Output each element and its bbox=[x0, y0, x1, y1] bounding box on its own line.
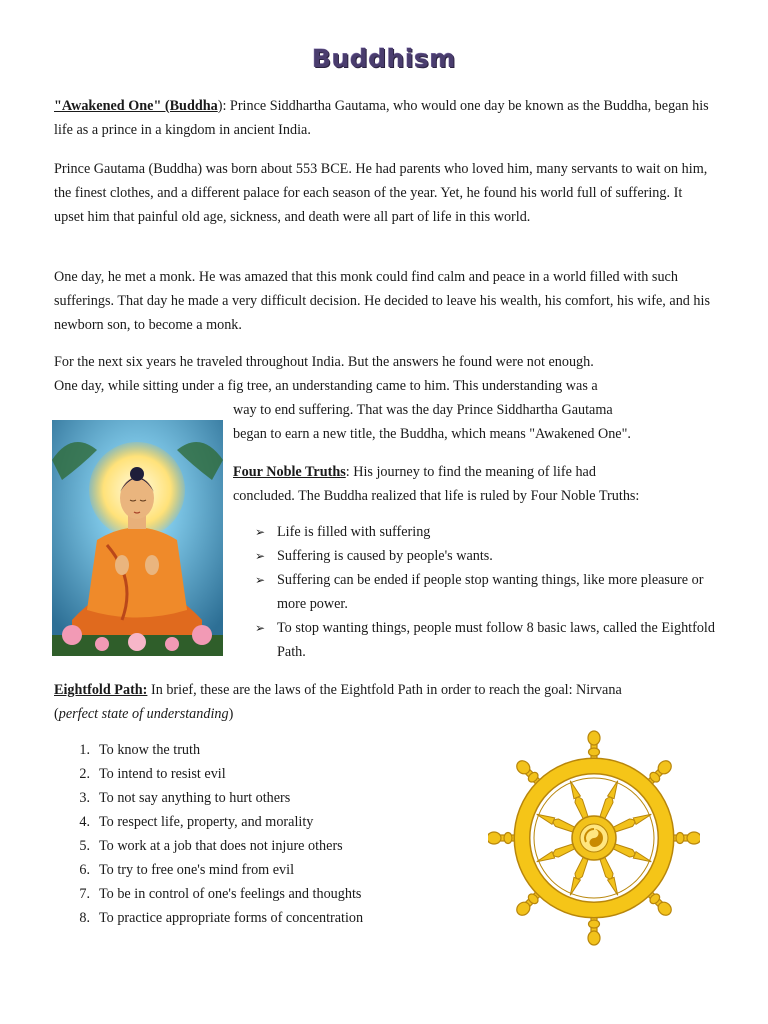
arrow-bullet-icon: ➢ bbox=[255, 573, 266, 587]
enlightenment-line-2: One day, while sitting under a fig tree, an understanding came to him. This understanding was a bbox=[54, 378, 598, 394]
intro-paragraph bbox=[54, 94, 714, 142]
list-item: ➢ To stop wanting things, people must follow 8 basic laws, called the Eightfold Path. bbox=[255, 616, 715, 664]
eightfold-intro-text: In brief, these are the laws of the Eightfold Path in order to reach the goal: Nirvana bbox=[147, 682, 622, 698]
list-item: 1. To know the truth bbox=[79, 742, 201, 758]
list-item: 4. To respect life, property, and morality bbox=[79, 814, 314, 830]
list-item: ➢ Suffering can be ended if people stop wanting things, like more pleasure or more power. bbox=[255, 568, 715, 616]
list-item: 3. To not say anything to hurt others bbox=[79, 790, 291, 806]
list-item: 7. To be in control of one's feelings and thoughts bbox=[79, 886, 362, 902]
intro-heading: "Awakened One" (Buddha bbox=[54, 98, 218, 114]
noble-truths-list bbox=[255, 520, 715, 664]
arrow-bullet-icon: ➢ bbox=[255, 549, 266, 563]
truths-intro-line-2: concluded. The Buddha realized that life is ruled by Four Noble Truths: bbox=[233, 488, 640, 504]
truths-heading: Four Noble Truths bbox=[233, 464, 346, 480]
list-item: 5. To work at a job that does not injure others bbox=[79, 838, 343, 854]
list-item: 8. To practice appropriate forms of concentration bbox=[79, 910, 364, 926]
intro-text: ): Prince Siddhartha Gautama, who would one day be known as the Buddha, began his life as a prince in a kingdom in ancient India. bbox=[54, 98, 709, 138]
page-title: Buddhism bbox=[312, 44, 456, 73]
truths-intro-line-1 bbox=[233, 460, 713, 484]
eightfold-intro: Eightfold Path: In brief, these are the laws of the Eightfold Path in order to reach the goal: Nirvana (perfect state of understanding) bbox=[54, 682, 622, 722]
enlightenment-line-3: way to end suffering. That was the day Prince Siddhartha Gautama bbox=[233, 402, 613, 418]
nirvana-definition: perfect state of understanding bbox=[58, 706, 229, 722]
enlightenment-line-1: For the next six years he traveled throughout India. But the answers he found were not enough. bbox=[54, 354, 594, 370]
eightfold-path-list bbox=[68, 738, 468, 930]
list-item: ➢ Life is filled with suffering bbox=[255, 520, 715, 544]
arrow-bullet-icon: ➢ bbox=[255, 621, 266, 635]
dharma-wheel-icon bbox=[488, 728, 700, 948]
list-item: ➢ Suffering is caused by people's wants. bbox=[255, 544, 715, 568]
truths-intro-text: : His journey to find the meaning of life had bbox=[345, 464, 596, 480]
list-item: 2. To intend to resist evil bbox=[79, 766, 226, 782]
arrow-bullet-icon: ➢ bbox=[255, 525, 266, 539]
eightfold-heading: Eightfold Path: bbox=[54, 682, 148, 698]
birth-paragraph: Prince Gautama (Buddha) was born about 553 BCE. He had parents who loved him, many servants to wait on him, the finest clothes, and a different palace for each season of the year. Yet, he found his world full of suffering. It upset him that painful old age, sickness, and death were all part of life in this world. bbox=[54, 161, 708, 225]
enlightenment-line-4: began to earn a new title, the Buddha, which means "Awakened One". bbox=[233, 426, 631, 442]
monk-paragraph: One day, he met a monk. He was amazed that this monk could find calm and peace in a world filled with such sufferings. That day he made a very difficult decision. He decided to leave his wealth, his comfort, his wife, and his newborn son, to become a monk. bbox=[54, 269, 710, 333]
list-item: 6. To try to free one's mind from evil bbox=[79, 862, 295, 878]
buddha-illustration bbox=[52, 420, 223, 656]
